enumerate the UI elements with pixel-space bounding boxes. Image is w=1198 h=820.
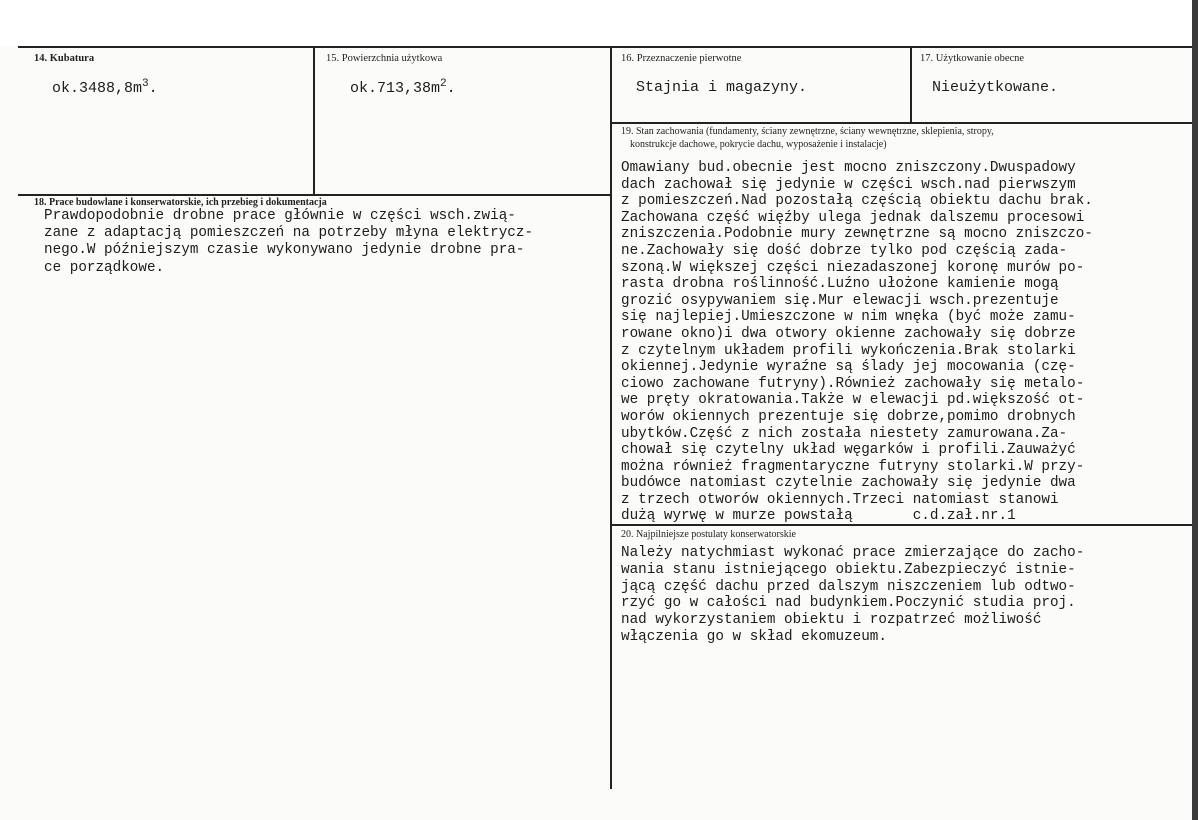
text-line: nego.W późniejszym czasie wykonywano jedynie drobne pra- [44,242,525,259]
field-18-text [44,208,533,277]
field-19-label: 19. Stan zachowania (fundamenty, ściany zewnętrzne, ściany wewnętrzne, sklepienia, stropy, [621,126,994,137]
text-line: Należy natychmiast wykonać prace zmierzające do zacho- [621,545,1085,561]
field-16-value: Stajnia i magazyny. [636,79,808,96]
text-line: szoną.W większej części niezadaszonej koronę murów po- [621,259,1085,276]
text-line: ciowo zachowane futryny).Również zachowały się metalo- [621,375,1085,392]
text-line: rzyć go w całości nad budynkiem.Poczynić studia proj. [621,595,1076,612]
rule-above-18 [18,194,611,196]
text-line: zniszczenia.Podobnie mury zewnętrzne są mocno zniszczo- [621,226,1093,243]
text-line: zane z adaptacją pomieszczeń na potrzeby młyna elektrycz- [44,225,534,242]
text-line: ne.Zachowały się dość dobrze tylko pod częścią zada- [621,242,1068,259]
center-divider [610,47,612,789]
field-17-label: 17. Użytkowanie obecne [920,53,1025,64]
text-line: okiennej.Jedynie wyraźne są ślady jej mocowania (czę- [621,359,1076,376]
field-17-value: Nieużytkowane. [932,79,1059,96]
text-line: jącą część dachu przed dalszym niszczeniem lub odtwo- [621,578,1076,595]
text-line: włączenia go w skład ekomuzeum. [621,628,887,645]
text-line: worów okiennych prezentuje się dobrze,pomimo drobnych [621,408,1076,425]
field-20-text [621,545,1084,646]
top-margin [0,0,1198,46]
text-line: ce porządkowe. [44,259,165,276]
right-edge-shadow [1192,0,1198,820]
text-line: wania stanu istniejącego obiektu.Zabezpieczyć istnie- [621,561,1076,578]
field-14-label: 14. Kubatura [34,53,95,64]
text-line: we pręty okratowania.Także w elewacji pd.większość ot- [621,392,1085,409]
text-line: rowane okno)i dwa otwory okienne zachowały się dobrze [621,325,1076,342]
text-line: grozić osypywaniem się.Mur elewacji wsch.prezentuje [621,292,1059,309]
rule-above-19 [611,122,1192,124]
text-line: ubytków.Część z nich została niestety zamurowana.Za- [621,425,1068,442]
text-line: można również fragmentaryczne futryny stolarki.W przy- [621,458,1085,475]
field-15-value: $ok.713,38m^2$. [350,78,456,97]
text-line: rasta drobna roślinność.Luźno ułożone kamienie mogą [621,276,1059,293]
top-rule [18,46,1192,48]
text-line: się najlepiej.Umieszczone w nim wnęka (być może zamu- [621,309,1076,326]
text-line: Zachowana część więźby ulega jednak dalszemu procesowi [621,209,1085,226]
text-line: dach zachował się jedynie w części wsch.nad pierwszym [621,176,1076,193]
text-line: z pomieszczeń.Nad pozostałą częścią obiektu dachu brak. [621,193,1093,210]
text-line: dużą wyrwę w murze powstałą c.d.zał.nr.1 [621,508,1016,525]
text-line: Omawiany bud.obecnie jest mocno zniszczony.Dwuspadowy [621,160,1076,176]
field-19-text [621,160,1093,525]
field-18-label: 18. Prace budowlane i konserwatorskie, ich przebieg i dokumentacja [34,197,327,208]
text-line: nad wykorzystaniem obiektu i rozpatrzeć możliwość [621,612,1042,629]
field-19-label-cont: konstrukcje dachowe, pokrycie dachu, wyposażenie i instalacje) [630,139,887,150]
text-line: z czytelnym układem profili wykończenia.Brak stolarki [621,342,1076,359]
field-15-label: 15. Powierzchnia użytkowa [326,53,443,64]
divider-16-17 [910,47,912,123]
text-line: z trzech otworów okiennych.Trzeci natomiast stanowi [621,491,1059,508]
field-14-value: $ok.3488,8m^3$. [52,78,158,97]
text-line: chował się czytelny układ węgarków i profili.Zauważyć [621,442,1076,459]
field-16-label: 16. Przeznaczenie pierwotne [621,53,742,64]
divider-14-15 [313,47,315,195]
field-20-label: 20. Najpilniejsze postulaty konserwatorskie [621,529,796,540]
text-line: budówce natomiast czytelnie zachowały się jedynie dwa [621,475,1076,492]
text-line: Prawdopodobnie drobne prace głównie w części wsch.zwią- [44,208,516,224]
